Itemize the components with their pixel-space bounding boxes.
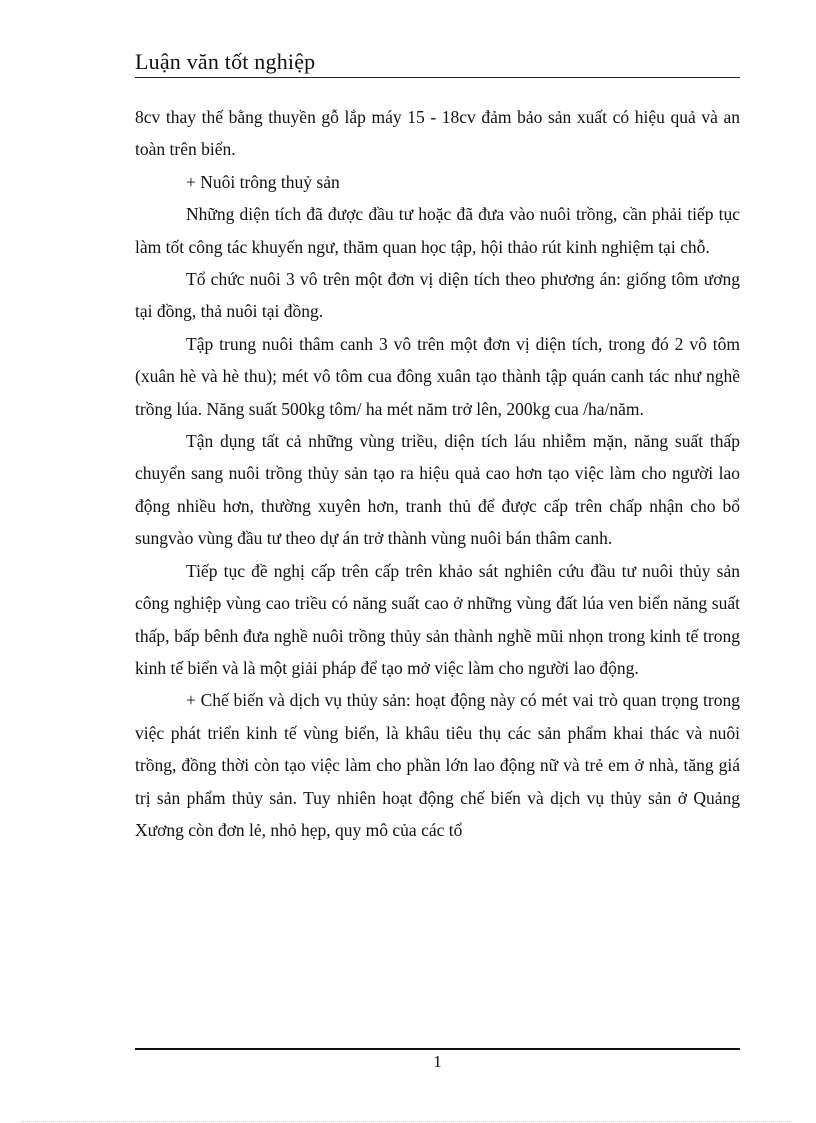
paragraph: Tiếp tục đề nghị cấp trên cấp trên khảo sát nghiên cứu đầu tư nuôi thủy sản công nghiệp vùng cao triều có năng suất cao ở những vùng đất lúa ven biển năng suất thấp, bấp bênh đưa nghề nuôi trồng thủy sản thành nghề mũi nhọn trong kinh tế trong kinh tế biển và là một giải pháp để tạo mở việc làm cho người lao động.: [135, 560, 740, 678]
paragraph: Tận dụng tất cả những vùng triều, diện tích láu nhiễm mặn, năng suất thấp chuyển sang nuôi trồng thủy sản tạo ra hiệu quả cao hơn tạo việc làm cho người lao động nhiều hơn, thường xuyên hơn, tranh thủ để được cấp trên chấp nhận cho bổ sungvào vùng đầu tư theo dự án trở thành vùng nuôi bán thâm canh.: [135, 431, 740, 549]
footer-divider: [135, 1048, 740, 1050]
page-number: 1: [433, 1052, 442, 1071]
paragraph: Những diện tích đã được đầu tư hoặc đã đưa vào nuôi trồng, cần phải tiếp tục làm tốt công tác khuyến ngư, thăm quan học tập, hội thảo rút kinh nghiệm tại chỗ.: [135, 204, 740, 257]
page-header-title: Luận văn tốt nghiệp: [135, 49, 316, 74]
header-divider: [135, 77, 740, 78]
paragraph-processing-services: + Chế biến và dịch vụ thủy sản: hoạt động này có mét vai trò quan trọng trong việc phát triển kinh tế vùng biển, là khâu tiêu thụ các sản phẩm khai thác và nuôi trồng, đồng thời còn tạo việc làm cho phần lớn lao động nữ và trẻ em ở nhà, tăng giá trị sản phẩm thủy sản. Tuy nhiên hoạt động chế biến và dịch vụ thủy sản ở Quảng Xương còn đơn lẻ, nhỏ hẹp, quy mô của các tổ: [135, 690, 740, 840]
section-heading-aquaculture: + Nuôi trông thuỷ sản: [186, 171, 340, 192]
body-text: [135, 101, 740, 846]
paragraph: Tổ chức nuôi 3 vô trên một đơn vị diện tích theo phương án: giống tôm ương tại đồng, thả nuôi tại đồng.: [135, 269, 740, 322]
paragraph: Tập trung nuôi thâm canh 3 vô trên một đơn vị diện tích, trong đó 2 vô tôm (xuân hè và hè thu); mét vô tôm cua đông xuân tạo thành tập quán canh tác như nghề trồng lúa. Năng suất 500kg tôm/ ha mét năm trở lên, 200kg cua /ha/năm.: [135, 333, 740, 419]
page-bottom-border: [22, 1121, 792, 1122]
paragraph-continuation: 8cv thay thế bằng thuyền gỗ lắp máy 15 - 18cv đảm bảo sản xuất có hiệu quả và an toàn trên biển.: [135, 107, 740, 160]
